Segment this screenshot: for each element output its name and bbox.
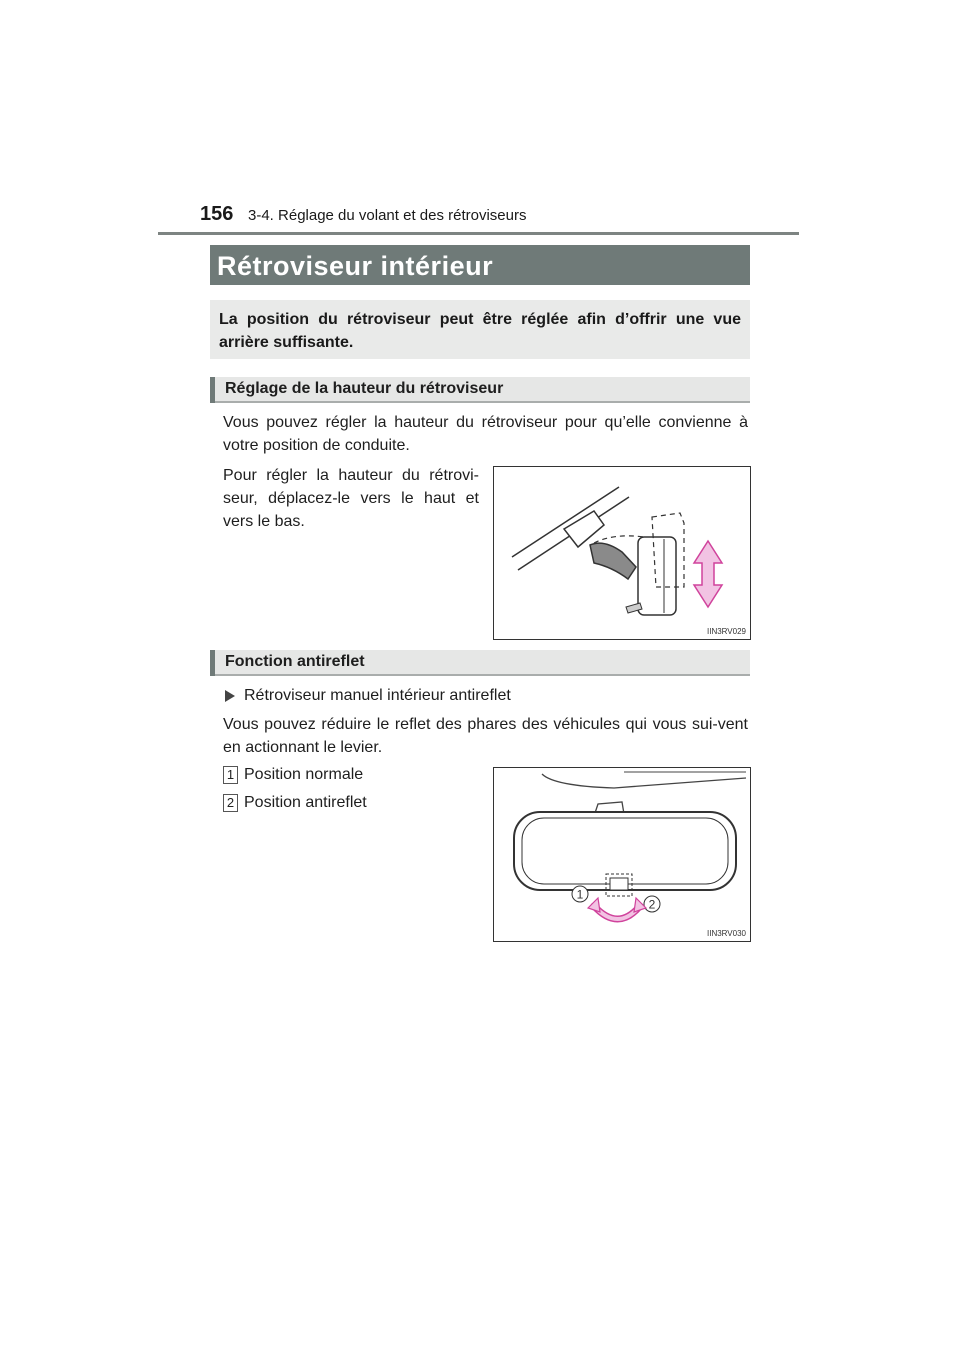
intro-text: La position du rétroviseur peut être réglée afin d’offrir une vue arrière suffisante. bbox=[219, 311, 741, 351]
section-header-bar bbox=[210, 377, 215, 403]
chapter-title: 3-4. Réglage du volant et des rétroviseurs bbox=[248, 207, 527, 224]
paragraph-height-intro: Vous pouvez régler la hauteur du rétroviseur pour qu’elle convienne à votre position de conduite. bbox=[223, 414, 748, 454]
figure-code: IIN3RV030 bbox=[707, 929, 746, 938]
paragraph-height-instruction: Pour régler la hauteur du rétrovi-seur, déplacez-le vers le haut et vers le bas. bbox=[223, 467, 479, 530]
item-number: 1 bbox=[223, 766, 238, 784]
up-down-arrow-icon bbox=[694, 541, 722, 607]
item-label: Position normale bbox=[244, 766, 364, 783]
item-number: 2 bbox=[223, 794, 238, 812]
page-title: Rétroviseur intérieur bbox=[217, 251, 494, 281]
page-number: 156 bbox=[200, 203, 234, 225]
mirror-antiglare-illustration bbox=[494, 768, 750, 941]
section-heading: Réglage de la hauteur du rétroviseur bbox=[225, 380, 504, 397]
figure-callout-1: 1 bbox=[576, 887, 584, 902]
bullet-triangle-icon bbox=[225, 690, 235, 702]
item-label: Position antireflet bbox=[244, 794, 367, 811]
section-header-bar bbox=[210, 650, 215, 676]
section-header-height bbox=[210, 377, 750, 403]
figure-callout-2: 2 bbox=[648, 897, 656, 912]
header-rule bbox=[158, 232, 799, 235]
figure-mirror-height bbox=[493, 466, 751, 640]
numbered-item bbox=[223, 791, 367, 814]
section-header-antiglare bbox=[210, 650, 750, 676]
section-heading: Fonction antireflet bbox=[225, 653, 365, 670]
figure-mirror-antiglare bbox=[493, 767, 751, 942]
mirror-height-illustration bbox=[494, 467, 750, 639]
bullet-label: Rétroviseur manuel intérieur antireflet bbox=[244, 687, 511, 704]
bullet-item bbox=[223, 684, 511, 707]
numbered-item bbox=[223, 763, 363, 786]
figure-code: IIN3RV029 bbox=[707, 627, 746, 636]
paragraph-antiglare: Vous pouvez réduire le reflet des phares des véhicules qui vous sui-vent en actionnant le levier. bbox=[223, 716, 748, 756]
